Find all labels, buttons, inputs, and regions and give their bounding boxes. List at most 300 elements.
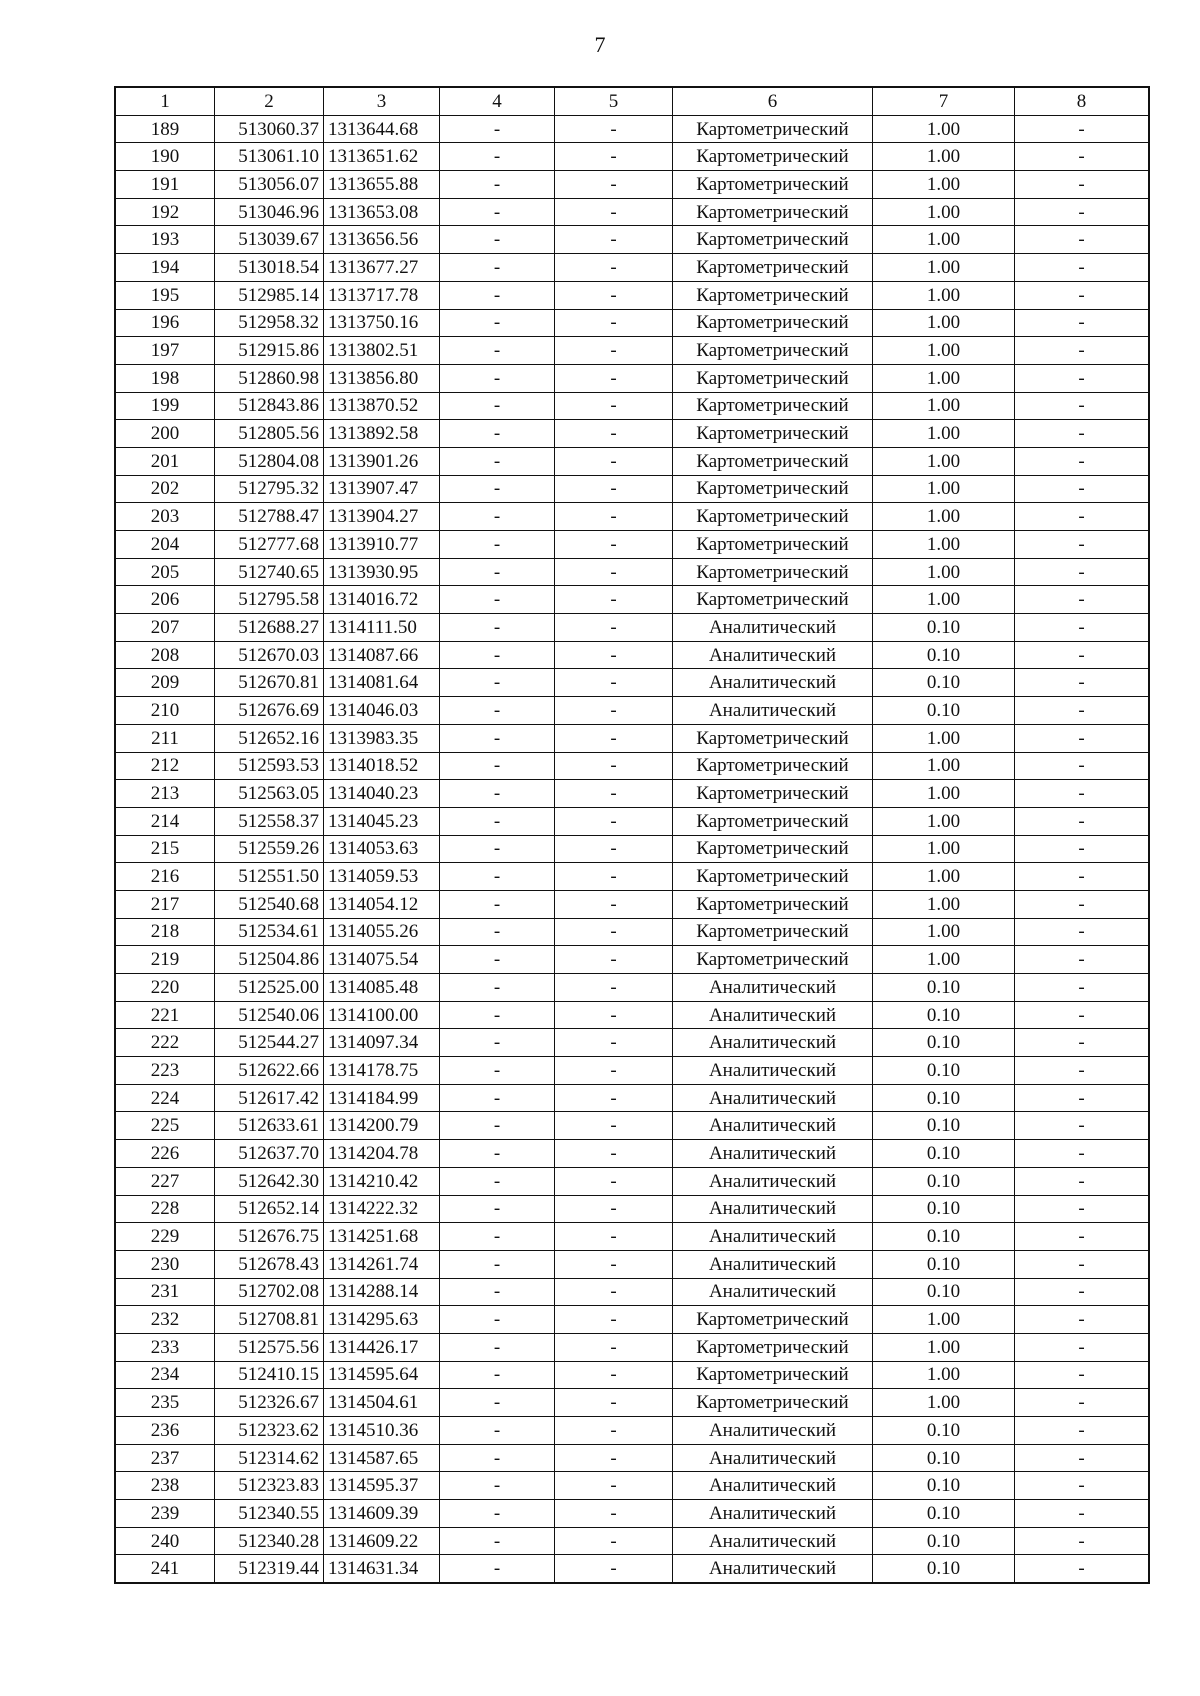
column-5-cell: -	[555, 641, 673, 669]
table-row	[115, 641, 1149, 669]
column-4-cell: -	[440, 447, 555, 475]
table-row	[115, 531, 1149, 559]
table-row	[115, 1333, 1149, 1361]
column-5-cell: -	[555, 309, 673, 337]
page-number: 7	[594, 32, 606, 57]
column-4-cell: -	[440, 1444, 555, 1472]
x-coordinate-cell: 513046.96	[215, 198, 324, 226]
y-coordinate-cell: 1313750.16	[324, 309, 440, 337]
point-number-cell: 220	[115, 974, 215, 1002]
method-cell: Аналитический	[673, 1057, 873, 1085]
y-coordinate-cell: 1314261.74	[324, 1250, 440, 1278]
point-number-cell: 240	[115, 1527, 215, 1555]
accuracy-cell: 0.10	[873, 1112, 1015, 1140]
column-8-cell: -	[1015, 614, 1150, 642]
accuracy-cell: 1.00	[873, 281, 1015, 309]
y-coordinate-cell: 1313910.77	[324, 531, 440, 559]
column-5-cell: -	[555, 281, 673, 309]
column-5-cell: -	[555, 447, 673, 475]
column-8-cell: -	[1015, 558, 1150, 586]
column-5-cell: -	[555, 1417, 673, 1445]
column-4-cell: -	[440, 780, 555, 808]
point-number-cell: 231	[115, 1278, 215, 1306]
column-8-cell: -	[1015, 946, 1150, 974]
x-coordinate-cell: 512323.62	[215, 1417, 324, 1445]
method-cell: Картометрический	[673, 724, 873, 752]
accuracy-cell: 1.00	[873, 254, 1015, 282]
column-4-cell: -	[440, 475, 555, 503]
column-4-cell: -	[440, 1333, 555, 1361]
method-cell: Аналитический	[673, 1223, 873, 1251]
y-coordinate-cell: 1313907.47	[324, 475, 440, 503]
column-5-cell: -	[555, 392, 673, 420]
accuracy-cell: 0.10	[873, 1195, 1015, 1223]
column-4-cell: -	[440, 1417, 555, 1445]
y-coordinate-cell: 1313717.78	[324, 281, 440, 309]
x-coordinate-cell: 512504.86	[215, 946, 324, 974]
point-number-cell: 205	[115, 558, 215, 586]
column-5-cell: -	[555, 1555, 673, 1583]
point-number-cell: 241	[115, 1555, 215, 1583]
accuracy-cell: 0.10	[873, 1001, 1015, 1029]
accuracy-cell: 0.10	[873, 1084, 1015, 1112]
column-4-cell: -	[440, 1223, 555, 1251]
point-number-cell: 203	[115, 503, 215, 531]
y-coordinate-cell: 1313856.80	[324, 364, 440, 392]
method-cell: Аналитический	[673, 1444, 873, 1472]
accuracy-cell: 0.10	[873, 1278, 1015, 1306]
column-8-cell: -	[1015, 641, 1150, 669]
column-4-cell: -	[440, 1278, 555, 1306]
x-coordinate-cell: 512740.65	[215, 558, 324, 586]
accuracy-cell: 1.00	[873, 863, 1015, 891]
y-coordinate-cell: 1314111.50	[324, 614, 440, 642]
y-coordinate-cell: 1313655.88	[324, 171, 440, 199]
accuracy-cell: 1.00	[873, 198, 1015, 226]
column-8-cell: -	[1015, 1472, 1150, 1500]
column-4-cell: -	[440, 641, 555, 669]
y-coordinate-cell: 1314295.63	[324, 1306, 440, 1334]
column-5-cell: -	[555, 1361, 673, 1389]
y-coordinate-cell: 1313870.52	[324, 392, 440, 420]
column-4-cell: -	[440, 337, 555, 365]
column-8-cell: -	[1015, 420, 1150, 448]
method-cell: Картометрический	[673, 752, 873, 780]
coordinates-table	[114, 86, 1150, 1584]
column-4-cell: -	[440, 863, 555, 891]
column-4-cell: -	[440, 115, 555, 143]
method-cell: Картометрический	[673, 226, 873, 254]
x-coordinate-cell: 513039.67	[215, 226, 324, 254]
column-5-cell: -	[555, 1278, 673, 1306]
method-cell: Картометрический	[673, 780, 873, 808]
method-cell: Картометрический	[673, 835, 873, 863]
method-cell: Картометрический	[673, 1361, 873, 1389]
column-4-cell: -	[440, 807, 555, 835]
table-row	[115, 254, 1149, 282]
accuracy-cell: 1.00	[873, 143, 1015, 171]
y-coordinate-cell: 1314045.23	[324, 807, 440, 835]
point-number-cell: 216	[115, 863, 215, 891]
x-coordinate-cell: 512534.61	[215, 918, 324, 946]
accuracy-cell: 0.10	[873, 641, 1015, 669]
column-4-cell: -	[440, 724, 555, 752]
column-8-cell: -	[1015, 1029, 1150, 1057]
table-row	[115, 1527, 1149, 1555]
y-coordinate-cell: 1314040.23	[324, 780, 440, 808]
table-row	[115, 392, 1149, 420]
y-coordinate-cell: 1314016.72	[324, 586, 440, 614]
accuracy-cell: 1.00	[873, 558, 1015, 586]
column-8-cell: -	[1015, 198, 1150, 226]
column-4-cell: -	[440, 669, 555, 697]
accuracy-cell: 0.10	[873, 1250, 1015, 1278]
x-coordinate-cell: 513060.37	[215, 115, 324, 143]
column-5-cell: -	[555, 780, 673, 808]
method-cell: Аналитический	[673, 1029, 873, 1057]
table-row	[115, 724, 1149, 752]
accuracy-cell: 1.00	[873, 1361, 1015, 1389]
column-8-cell: -	[1015, 281, 1150, 309]
column-8-cell: -	[1015, 503, 1150, 531]
y-coordinate-cell: 1313983.35	[324, 724, 440, 752]
accuracy-cell: 1.00	[873, 752, 1015, 780]
accuracy-cell: 1.00	[873, 115, 1015, 143]
y-coordinate-cell: 1314081.64	[324, 669, 440, 697]
accuracy-cell: 0.10	[873, 1167, 1015, 1195]
y-coordinate-cell: 1314609.39	[324, 1500, 440, 1528]
table-row	[115, 1195, 1149, 1223]
column-8-cell: -	[1015, 1112, 1150, 1140]
x-coordinate-cell: 512670.03	[215, 641, 324, 669]
column-8-cell: -	[1015, 1057, 1150, 1085]
column-5-cell: -	[555, 1112, 673, 1140]
y-coordinate-cell: 1314085.48	[324, 974, 440, 1002]
column-header: 8	[1015, 87, 1150, 115]
x-coordinate-cell: 513018.54	[215, 254, 324, 282]
accuracy-cell: 0.10	[873, 1555, 1015, 1583]
column-4-cell: -	[440, 586, 555, 614]
point-number-cell: 226	[115, 1140, 215, 1168]
accuracy-cell: 1.00	[873, 1306, 1015, 1334]
table-row	[115, 447, 1149, 475]
column-5-cell: -	[555, 1195, 673, 1223]
column-4-cell: -	[440, 1112, 555, 1140]
table-row	[115, 503, 1149, 531]
y-coordinate-cell: 1313904.27	[324, 503, 440, 531]
method-cell: Аналитический	[673, 669, 873, 697]
column-5-cell: -	[555, 835, 673, 863]
table-row	[115, 974, 1149, 1002]
point-number-cell: 209	[115, 669, 215, 697]
method-cell: Картометрический	[673, 863, 873, 891]
table-row	[115, 669, 1149, 697]
column-5-cell: -	[555, 614, 673, 642]
y-coordinate-cell: 1314178.75	[324, 1057, 440, 1085]
column-4-cell: -	[440, 198, 555, 226]
method-cell: Аналитический	[673, 1278, 873, 1306]
column-8-cell: -	[1015, 392, 1150, 420]
method-cell: Картометрический	[673, 503, 873, 531]
point-number-cell: 210	[115, 697, 215, 725]
column-4-cell: -	[440, 143, 555, 171]
column-5-cell: -	[555, 863, 673, 891]
method-cell: Картометрический	[673, 171, 873, 199]
accuracy-cell: 1.00	[873, 586, 1015, 614]
y-coordinate-cell: 1314210.42	[324, 1167, 440, 1195]
point-number-cell: 225	[115, 1112, 215, 1140]
column-8-cell: -	[1015, 364, 1150, 392]
column-4-cell: -	[440, 1195, 555, 1223]
column-5-cell: -	[555, 1223, 673, 1251]
column-4-cell: -	[440, 890, 555, 918]
table-row	[115, 115, 1149, 143]
x-coordinate-cell: 512670.81	[215, 669, 324, 697]
method-cell: Аналитический	[673, 1250, 873, 1278]
y-coordinate-cell: 1313644.68	[324, 115, 440, 143]
column-8-cell: -	[1015, 1001, 1150, 1029]
column-8-cell: -	[1015, 807, 1150, 835]
table-row	[115, 1140, 1149, 1168]
column-5-cell: -	[555, 1444, 673, 1472]
table-row	[115, 918, 1149, 946]
table-row	[115, 1084, 1149, 1112]
x-coordinate-cell: 512915.86	[215, 337, 324, 365]
column-5-cell: -	[555, 890, 673, 918]
accuracy-cell: 1.00	[873, 447, 1015, 475]
point-number-cell: 237	[115, 1444, 215, 1472]
column-5-cell: -	[555, 724, 673, 752]
x-coordinate-cell: 512617.42	[215, 1084, 324, 1112]
point-number-cell: 197	[115, 337, 215, 365]
column-5-cell: -	[555, 503, 673, 531]
column-header: 2	[215, 87, 324, 115]
accuracy-cell: 1.00	[873, 918, 1015, 946]
x-coordinate-cell: 512652.14	[215, 1195, 324, 1223]
x-coordinate-cell: 512708.81	[215, 1306, 324, 1334]
y-coordinate-cell: 1314053.63	[324, 835, 440, 863]
column-5-cell: -	[555, 1140, 673, 1168]
x-coordinate-cell: 512958.32	[215, 309, 324, 337]
column-8-cell: -	[1015, 1417, 1150, 1445]
method-cell: Аналитический	[673, 1472, 873, 1500]
accuracy-cell: 1.00	[873, 171, 1015, 199]
accuracy-cell: 1.00	[873, 420, 1015, 448]
method-cell: Картометрический	[673, 918, 873, 946]
column-4-cell: -	[440, 171, 555, 199]
column-5-cell: -	[555, 115, 673, 143]
x-coordinate-cell: 513061.10	[215, 143, 324, 171]
column-4-cell: -	[440, 1472, 555, 1500]
y-coordinate-cell: 1313901.26	[324, 447, 440, 475]
accuracy-cell: 1.00	[873, 337, 1015, 365]
y-coordinate-cell: 1314510.36	[324, 1417, 440, 1445]
method-cell: Картометрический	[673, 1333, 873, 1361]
table-row	[115, 1112, 1149, 1140]
point-number-cell: 232	[115, 1306, 215, 1334]
point-number-cell: 200	[115, 420, 215, 448]
column-5-cell: -	[555, 1527, 673, 1555]
accuracy-cell: 1.00	[873, 226, 1015, 254]
column-5-cell: -	[555, 171, 673, 199]
column-4-cell: -	[440, 1029, 555, 1057]
y-coordinate-cell: 1314100.00	[324, 1001, 440, 1029]
column-8-cell: -	[1015, 1555, 1150, 1583]
accuracy-cell: 1.00	[873, 807, 1015, 835]
point-number-cell: 227	[115, 1167, 215, 1195]
x-coordinate-cell: 512326.67	[215, 1389, 324, 1417]
y-coordinate-cell: 1314288.14	[324, 1278, 440, 1306]
column-4-cell: -	[440, 946, 555, 974]
method-cell: Аналитический	[673, 1195, 873, 1223]
point-number-cell: 217	[115, 890, 215, 918]
point-number-cell: 199	[115, 392, 215, 420]
point-number-cell: 228	[115, 1195, 215, 1223]
accuracy-cell: 1.00	[873, 309, 1015, 337]
column-5-cell: -	[555, 697, 673, 725]
y-coordinate-cell: 1314504.61	[324, 1389, 440, 1417]
column-5-cell: -	[555, 143, 673, 171]
table-row	[115, 780, 1149, 808]
method-cell: Картометрический	[673, 364, 873, 392]
table-row	[115, 1250, 1149, 1278]
point-number-cell: 213	[115, 780, 215, 808]
column-4-cell: -	[440, 503, 555, 531]
table-row	[115, 558, 1149, 586]
accuracy-cell: 0.10	[873, 1527, 1015, 1555]
point-number-cell: 222	[115, 1029, 215, 1057]
method-cell: Картометрический	[673, 447, 873, 475]
x-coordinate-cell: 512340.55	[215, 1500, 324, 1528]
column-4-cell: -	[440, 1057, 555, 1085]
table-row	[115, 1472, 1149, 1500]
table-row	[115, 1029, 1149, 1057]
x-coordinate-cell: 513056.07	[215, 171, 324, 199]
table-row	[115, 1417, 1149, 1445]
point-number-cell: 223	[115, 1057, 215, 1085]
y-coordinate-cell: 1314055.26	[324, 918, 440, 946]
column-5-cell: -	[555, 198, 673, 226]
column-4-cell: -	[440, 420, 555, 448]
column-8-cell: -	[1015, 918, 1150, 946]
table-row	[115, 1555, 1149, 1583]
point-number-cell: 189	[115, 115, 215, 143]
y-coordinate-cell: 1314054.12	[324, 890, 440, 918]
column-4-cell: -	[440, 1306, 555, 1334]
x-coordinate-cell: 512642.30	[215, 1167, 324, 1195]
column-4-cell: -	[440, 1389, 555, 1417]
point-number-cell: 236	[115, 1417, 215, 1445]
column-4-cell: -	[440, 309, 555, 337]
method-cell: Картометрический	[673, 558, 873, 586]
x-coordinate-cell: 512622.66	[215, 1057, 324, 1085]
table-row	[115, 1223, 1149, 1251]
column-4-cell: -	[440, 835, 555, 863]
column-4-cell: -	[440, 531, 555, 559]
y-coordinate-cell: 1314075.54	[324, 946, 440, 974]
method-cell: Картометрический	[673, 309, 873, 337]
table-row	[115, 890, 1149, 918]
x-coordinate-cell: 512688.27	[215, 614, 324, 642]
column-5-cell: -	[555, 1057, 673, 1085]
accuracy-cell: 0.10	[873, 614, 1015, 642]
column-8-cell: -	[1015, 1084, 1150, 1112]
accuracy-cell: 0.10	[873, 1444, 1015, 1472]
column-8-cell: -	[1015, 1527, 1150, 1555]
y-coordinate-cell: 1314251.68	[324, 1223, 440, 1251]
x-coordinate-cell: 512319.44	[215, 1555, 324, 1583]
column-4-cell: -	[440, 281, 555, 309]
point-number-cell: 221	[115, 1001, 215, 1029]
x-coordinate-cell: 512593.53	[215, 752, 324, 780]
column-5-cell: -	[555, 531, 673, 559]
column-header: 1	[115, 87, 215, 115]
y-coordinate-cell: 1314018.52	[324, 752, 440, 780]
point-number-cell: 235	[115, 1389, 215, 1417]
point-number-cell: 204	[115, 531, 215, 559]
y-coordinate-cell: 1314046.03	[324, 697, 440, 725]
column-8-cell: -	[1015, 1444, 1150, 1472]
x-coordinate-cell: 512804.08	[215, 447, 324, 475]
x-coordinate-cell: 512652.16	[215, 724, 324, 752]
accuracy-cell: 0.10	[873, 1057, 1015, 1085]
y-coordinate-cell: 1313651.62	[324, 143, 440, 171]
x-coordinate-cell: 512860.98	[215, 364, 324, 392]
method-cell: Картометрический	[673, 475, 873, 503]
column-4-cell: -	[440, 918, 555, 946]
method-cell: Картометрический	[673, 281, 873, 309]
y-coordinate-cell: 1313677.27	[324, 254, 440, 282]
x-coordinate-cell: 512340.28	[215, 1527, 324, 1555]
x-coordinate-cell: 512788.47	[215, 503, 324, 531]
column-5-cell: -	[555, 1001, 673, 1029]
column-5-cell: -	[555, 558, 673, 586]
accuracy-cell: 1.00	[873, 835, 1015, 863]
column-8-cell: -	[1015, 974, 1150, 1002]
column-5-cell: -	[555, 420, 673, 448]
y-coordinate-cell: 1313892.58	[324, 420, 440, 448]
x-coordinate-cell: 512551.50	[215, 863, 324, 891]
method-cell: Картометрический	[673, 1306, 873, 1334]
column-8-cell: -	[1015, 1278, 1150, 1306]
x-coordinate-cell: 512575.56	[215, 1333, 324, 1361]
column-8-cell: -	[1015, 143, 1150, 171]
column-5-cell: -	[555, 226, 673, 254]
x-coordinate-cell: 512702.08	[215, 1278, 324, 1306]
x-coordinate-cell: 512544.27	[215, 1029, 324, 1057]
accuracy-cell: 0.10	[873, 1140, 1015, 1168]
method-cell: Картометрический	[673, 143, 873, 171]
accuracy-cell: 0.10	[873, 697, 1015, 725]
column-4-cell: -	[440, 1084, 555, 1112]
point-number-cell: 202	[115, 475, 215, 503]
point-number-cell: 198	[115, 364, 215, 392]
method-cell: Аналитический	[673, 1167, 873, 1195]
method-cell: Картометрический	[673, 890, 873, 918]
table-body	[115, 115, 1149, 1583]
column-8-cell: -	[1015, 309, 1150, 337]
x-coordinate-cell: 512795.32	[215, 475, 324, 503]
point-number-cell: 219	[115, 946, 215, 974]
table-row	[115, 946, 1149, 974]
column-8-cell: -	[1015, 863, 1150, 891]
table-row	[115, 1500, 1149, 1528]
column-8-cell: -	[1015, 1223, 1150, 1251]
column-8-cell: -	[1015, 835, 1150, 863]
column-8-cell: -	[1015, 254, 1150, 282]
table-row	[115, 171, 1149, 199]
point-number-cell: 218	[115, 918, 215, 946]
